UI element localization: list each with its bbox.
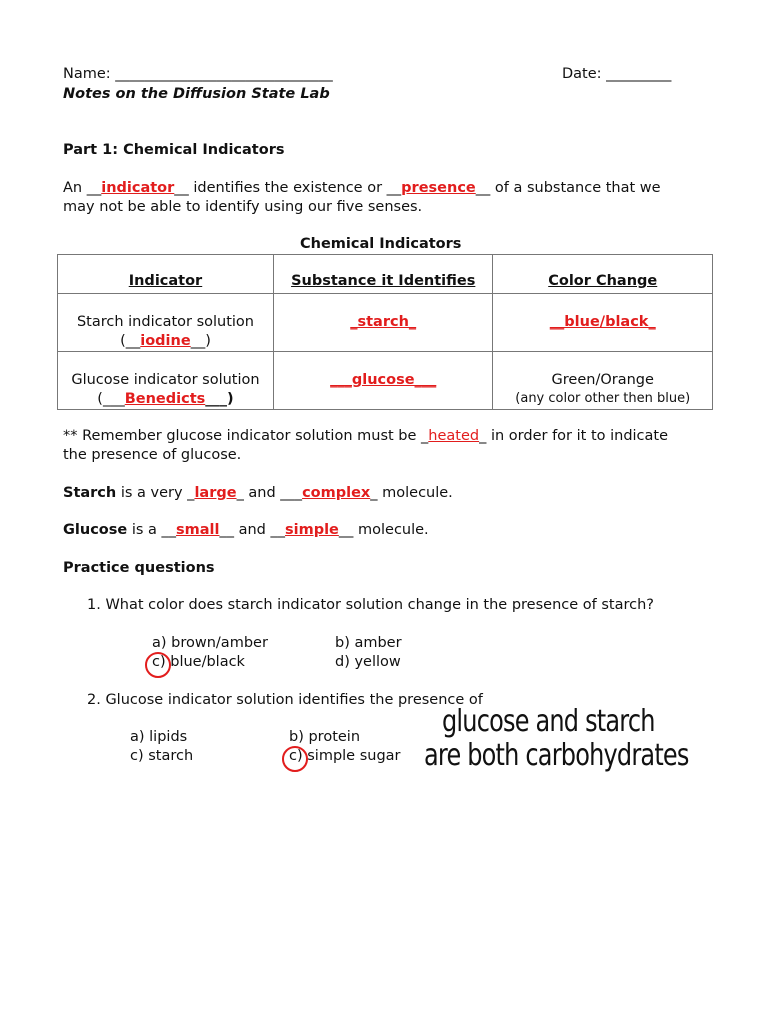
- row2-indicator-answer: [58, 390, 273, 409]
- q2-option-b: b) protein: [289, 729, 361, 745]
- table-cell: [273, 352, 493, 410]
- remember-line-2: the presence of glucose.: [63, 447, 242, 463]
- text-segment: is a very _: [116, 485, 195, 501]
- q2-option-d: c) simple sugar: [289, 748, 401, 764]
- document-title: Notes on the Diffusion State Lab: [63, 86, 330, 102]
- table-cell: [493, 294, 713, 352]
- handwritten-note-line-2: are both carbohydrates: [424, 738, 689, 773]
- definition-line-2: may not be able to identify using our five senses.: [63, 199, 423, 215]
- text-segment: __): [190, 333, 211, 349]
- answer-circle-q2: [282, 746, 308, 772]
- text-segment: (___: [97, 391, 125, 407]
- text-segment: ___): [205, 391, 234, 407]
- text-segment: ** Remember glucose indicator solution must be _: [63, 428, 429, 444]
- question-2: 2. Glucose indicator solution identifies the presence of: [87, 692, 483, 708]
- header-cell: [493, 255, 713, 294]
- answer-simple: simple: [284, 522, 339, 538]
- header-substance: Substance it Identifies: [291, 273, 476, 289]
- table-row: [58, 352, 713, 410]
- text-segment: __ identifies the existence or __: [174, 180, 402, 196]
- answer-benedicts: Benedicts: [124, 391, 206, 407]
- answer-indicator: indicator: [101, 180, 175, 196]
- date-field-label: Date: _________: [562, 66, 672, 82]
- row2-color-note: (any color other then blue): [515, 391, 691, 406]
- term-glucose: Glucose: [63, 522, 128, 538]
- practice-heading: Practice questions: [63, 560, 215, 576]
- header-indicator: Indicator: [128, 273, 203, 289]
- text-segment: _ and ___: [236, 485, 303, 501]
- question-1: 1. What color does starch indicator solution change in the presence of starch?: [87, 597, 654, 613]
- answer-large: large: [194, 485, 237, 501]
- q1-option-c: c) blue/black: [152, 654, 245, 670]
- text-segment: (__: [120, 333, 141, 349]
- header-color-change: Color Change: [548, 273, 658, 289]
- answer-heated: heated: [428, 428, 480, 444]
- text-segment: __ and __: [219, 522, 285, 538]
- row1-substance: _starch_: [350, 314, 417, 330]
- indicator-table: [57, 254, 713, 410]
- text-segment: __ of a substance that we: [475, 180, 661, 196]
- row1-indicator-answer: [58, 332, 273, 351]
- answer-iodine: iodine: [140, 333, 191, 349]
- text-segment: An __: [63, 180, 102, 196]
- row1-color: __blue/black_: [549, 314, 656, 330]
- table-cell: [493, 352, 713, 410]
- answer-presence: presence: [401, 180, 476, 196]
- q1-option-b: b) amber: [335, 635, 402, 651]
- table-cell: [58, 352, 274, 410]
- answer-small: small: [176, 522, 220, 538]
- part1-heading: Part 1: Chemical Indicators: [63, 142, 285, 158]
- text-segment: _ in order for it to indicate: [479, 428, 669, 444]
- row2-color: Green/Orange: [551, 372, 654, 388]
- header-cell: [58, 255, 274, 294]
- table-cell: [58, 294, 274, 352]
- starch-statement: [63, 484, 453, 503]
- table-caption: Chemical Indicators: [300, 236, 462, 252]
- answer-complex: complex: [302, 485, 371, 501]
- q1-option-d: d) yellow: [335, 654, 401, 670]
- q2-option-a: a) lipids: [130, 729, 188, 745]
- q1-option-a: a) brown/amber: [152, 635, 268, 651]
- remember-line-1: [63, 427, 668, 446]
- answer-circle-q1: [145, 652, 171, 678]
- text-segment: _ molecule.: [370, 485, 453, 501]
- name-field-label: Name: ______________________________: [63, 66, 333, 82]
- glucose-statement: [63, 521, 429, 540]
- q2-option-c: c) starch: [130, 748, 194, 764]
- text-segment: is a __: [127, 522, 177, 538]
- table-cell: [273, 294, 493, 352]
- row1-indicator: Starch indicator solution: [76, 314, 254, 330]
- row2-indicator: Glucose indicator solution: [71, 372, 260, 388]
- header-cell: [273, 255, 493, 294]
- definition-line-1: [63, 179, 661, 198]
- table-row: [58, 294, 713, 352]
- handwritten-note-line-1: glucose and starch: [442, 704, 655, 739]
- row2-substance: ___glucose___: [330, 372, 437, 388]
- text-segment: __ molecule.: [338, 522, 429, 538]
- term-starch: Starch: [63, 485, 117, 501]
- table-header-row: [58, 255, 713, 294]
